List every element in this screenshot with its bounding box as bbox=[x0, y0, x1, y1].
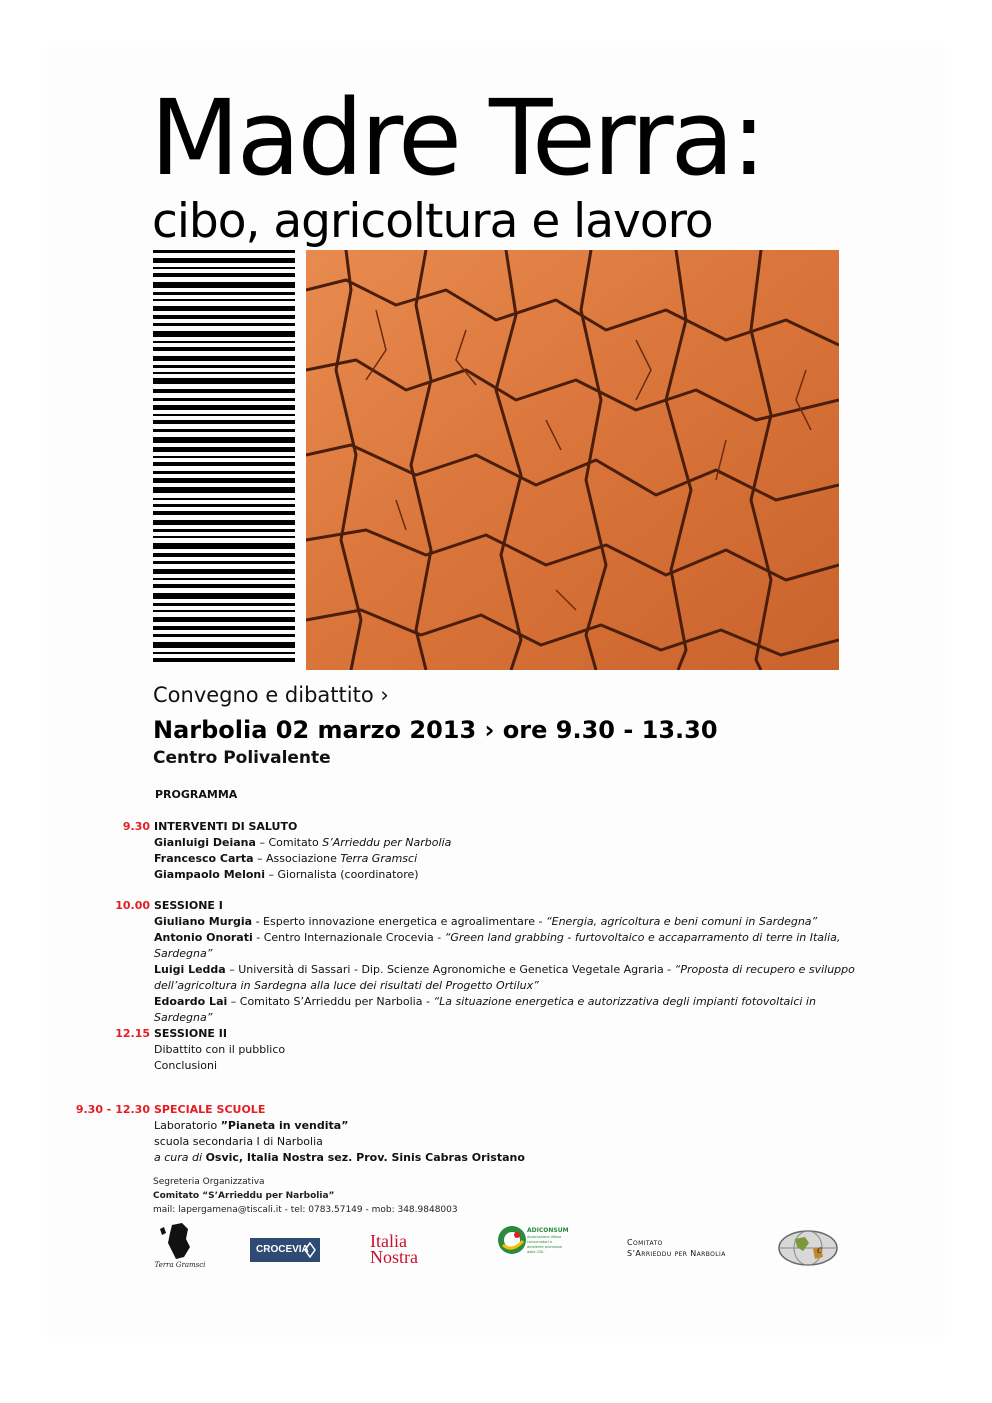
barcode-stripe bbox=[153, 378, 295, 384]
barcode-stripe bbox=[153, 634, 295, 637]
poster-subtitle: cibo, agricoltura e lavoro bbox=[152, 194, 713, 249]
barcode-stripe bbox=[153, 250, 295, 253]
barcode-graphic bbox=[153, 250, 295, 670]
adiconsum-logo: ADICONSUM Associazione difesa consumatori e ambiente promossa dalla CISL bbox=[497, 1223, 569, 1263]
barcode-stripe bbox=[153, 414, 295, 416]
session-title: SESSIONE II bbox=[154, 1027, 227, 1040]
barcode-stripe bbox=[153, 389, 295, 393]
speaker-line: Luigi Ledda – Università di Sassari - Dip. Scienze Agronomiche e Genetica Vegetale Agraria - “Proposta di recupero e sviluppo dell’agricoltura in Sardegna alla luce dei risultati del Progetto Ortilux” bbox=[154, 963, 855, 992]
barcode-stripe bbox=[153, 323, 295, 326]
session-time: 9.30 - 12.30 bbox=[75, 1103, 150, 1116]
sardinia-silhouette-icon bbox=[150, 1221, 210, 1261]
secretariat-org: Comitato “S’Arrieddu per Narbolia” bbox=[153, 1191, 335, 1201]
barcode-stripe bbox=[153, 331, 295, 337]
session-title: SESSIONE I bbox=[154, 899, 223, 912]
barcode-stripe bbox=[153, 487, 295, 493]
barcode-stripe bbox=[153, 626, 295, 630]
cracked-earth-photo bbox=[306, 250, 839, 670]
barcode-stripe bbox=[153, 429, 295, 432]
barcode-stripe bbox=[153, 543, 295, 549]
globe-icon bbox=[777, 1229, 839, 1267]
barcode-stripe bbox=[153, 553, 295, 557]
speaker-line: Giuliano Murgia - Esperto innovazione energetica e agroalimentare - “Energia, agricoltura e beni comuni in Sardegna” bbox=[154, 915, 818, 928]
event-type: Convegno e dibattito › bbox=[153, 683, 389, 707]
barcode-stripe bbox=[153, 652, 295, 654]
barcode-stripe bbox=[153, 658, 295, 662]
barcode-stripe bbox=[153, 258, 295, 263]
barcode-stripe bbox=[153, 617, 295, 622]
barcode-stripe bbox=[153, 536, 295, 538]
barcode-stripe bbox=[153, 398, 295, 401]
session-item: Dibattito con il pubblico bbox=[154, 1043, 286, 1056]
barcode-stripe bbox=[153, 593, 295, 599]
barcode-stripe bbox=[153, 520, 295, 525]
event-date-time: Narbolia 02 marzo 2013 › ore 9.30 - 13.30 bbox=[153, 716, 718, 744]
barcode-stripe bbox=[153, 306, 295, 311]
barcode-stripe bbox=[153, 341, 295, 343]
barcode-stripe bbox=[153, 405, 295, 410]
barcode-stripe bbox=[153, 292, 295, 295]
sponsor-logos bbox=[0, 1215, 992, 1275]
poster-title: Madre Terra: bbox=[150, 77, 764, 199]
speaker-line: Francesco Carta – Associazione Terra Gramsci bbox=[154, 852, 418, 865]
speaker-name: Antonio Onorati bbox=[154, 931, 253, 944]
barcode-stripe bbox=[153, 347, 295, 351]
barcode-stripe bbox=[153, 356, 295, 361]
barcode-stripe bbox=[153, 569, 295, 574]
secretariat-label: Segreteria Organizzativa bbox=[153, 1177, 265, 1187]
barcode-stripe bbox=[153, 420, 295, 424]
speaker-name: Francesco Carta bbox=[154, 852, 254, 865]
adiconsum-emblem-icon bbox=[497, 1223, 527, 1257]
barcode-stripe bbox=[153, 437, 295, 443]
barcode-stripe bbox=[153, 478, 295, 483]
school-line: scuola secondaria I di Narbolia bbox=[154, 1135, 323, 1148]
session-time: 9.30 bbox=[122, 820, 150, 833]
curated-line: a cura di Osvic, Italia Nostra sez. Prov. Sinis Cabras Oristano bbox=[154, 1151, 525, 1164]
barcode-stripe bbox=[153, 471, 295, 474]
barcode-stripe bbox=[153, 273, 295, 277]
session-title: SPECIALE SCUOLE bbox=[154, 1103, 266, 1116]
crocevia-logo: CROCEVIA bbox=[250, 1238, 320, 1262]
barcode-stripe bbox=[153, 498, 295, 500]
barcode-stripe bbox=[153, 299, 295, 301]
barcode-stripe bbox=[153, 267, 295, 269]
barcode-stripe bbox=[153, 462, 295, 466]
italia-nostra-logo: Italia Nostra bbox=[370, 1231, 418, 1267]
speaker-line: Edoardo Lai – Comitato S’Arrieddu per Narbolia - “La situazione energetica e autorizzativa degli impianti fotovoltaici in Sardegna” bbox=[154, 995, 816, 1024]
speaker-name: Edoardo Lai bbox=[154, 995, 228, 1008]
speaker-line: Antonio Onorati - Centro Internazionale Crocevia - “Green land grabbing - furtovoltaico e accaparramento di terre in Italia, Sardegna” bbox=[154, 931, 841, 960]
barcode-stripe bbox=[153, 642, 295, 648]
svg-text:c: c bbox=[817, 1242, 823, 1256]
session-item: Conclusioni bbox=[154, 1059, 218, 1072]
secretariat-block bbox=[153, 1175, 458, 1217]
barcode-stripe bbox=[153, 372, 295, 374]
barcode-stripe bbox=[153, 315, 295, 319]
lab-line: Laboratorio ”Pianeta in vendita” bbox=[154, 1119, 349, 1132]
comitato-logo: Comitato S’Arrieddu per Narbolia bbox=[627, 1238, 726, 1258]
barcode-stripe bbox=[153, 456, 295, 458]
terra-gramsci-logo: Terra Gramsci bbox=[150, 1221, 210, 1271]
barcode-stripe bbox=[153, 603, 295, 606]
crocevia-mark-icon bbox=[304, 1242, 316, 1258]
event-venue: Centro Polivalente bbox=[153, 748, 331, 768]
osvic-globe-logo bbox=[777, 1229, 839, 1267]
barcode-stripe bbox=[153, 584, 295, 588]
secretariat-contacts: mail: lapergamena@tiscali.it - tel: 0783.57149 - mob: 348.9848003 bbox=[153, 1205, 458, 1215]
barcode-stripe bbox=[153, 529, 295, 532]
program-heading: PROGRAMMA bbox=[155, 788, 238, 801]
barcode-stripe bbox=[153, 511, 295, 515]
barcode-stripe bbox=[153, 561, 295, 564]
session-time: 12.15 bbox=[115, 1027, 150, 1040]
barcode-stripe bbox=[153, 610, 295, 612]
lab-name: ”Pianeta in vendita” bbox=[220, 1119, 349, 1132]
speaker-name: Giuliano Murgia bbox=[154, 915, 253, 928]
speaker-line: Giampaolo Meloni – Giornalista (coordinatore) bbox=[154, 868, 419, 881]
session-time: 10.00 bbox=[115, 899, 150, 912]
speaker-name: Gianluigi Deiana bbox=[154, 836, 256, 849]
barcode-stripe bbox=[153, 504, 295, 507]
barcode-stripe bbox=[153, 447, 295, 452]
speaker-name: Luigi Ledda bbox=[154, 963, 226, 976]
session-title: INTERVENTI DI SALUTO bbox=[154, 820, 298, 833]
barcode-stripe bbox=[153, 365, 295, 368]
barcode-stripe bbox=[153, 282, 295, 288]
speaker-line: Gianluigi Deiana – Comitato S’Arrieddu per Narbolia bbox=[154, 836, 452, 849]
speaker-name: Giampaolo Meloni bbox=[154, 868, 266, 881]
barcode-stripe bbox=[153, 578, 295, 580]
